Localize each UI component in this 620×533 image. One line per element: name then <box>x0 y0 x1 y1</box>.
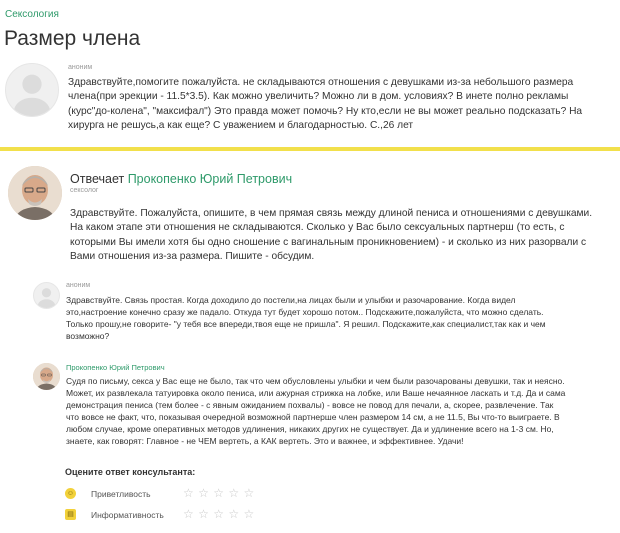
rating-title: Оцените ответ консультанта: <box>65 467 196 477</box>
question-line: (курс"до-колена", "максифал") Это правда может помочь? Ну кто,если не вы может реально подсказать? На <box>68 105 583 117</box>
expert-portrait-icon <box>8 166 62 220</box>
breadcrumb[interactable]: Сексология <box>5 9 59 20</box>
followup-line: Здравствуйте. Связь простая. Когда доходило до постели,на лицах были и улыбки и разочарование. Когда видел <box>66 295 516 305</box>
followup-avatar <box>33 282 60 309</box>
question-line: члена(при эрекции - 11.5*3.5). Как можно увеличить? Можно ли в дом. условиях? В инете полно рекламы <box>68 91 569 103</box>
followup-line: Только прошу,не говорите- "у тебя все впереди,твоя еще не пришла". Я решил. Подскажите,как специалист,так как и чем <box>66 318 546 329</box>
reply-text <box>66 376 565 447</box>
star-icon[interactable]: ☆ <box>198 486 210 500</box>
star-rating[interactable] <box>183 486 255 500</box>
reply-line: Судя по письму, секса у Вас еще не было, так что чем обусловлены улыбки и чем были разочарованы девушки, так и неясно. <box>66 376 565 386</box>
star-icon[interactable]: ☆ <box>228 486 240 500</box>
star-icon[interactable]: ☆ <box>183 507 195 521</box>
star-icon[interactable]: ☆ <box>228 507 240 521</box>
user-silhouette-icon <box>6 64 58 116</box>
star-icon[interactable]: ☆ <box>213 486 225 500</box>
star-icon[interactable]: ☆ <box>243 486 255 500</box>
question-text <box>68 76 582 133</box>
question-line: Здравствуйте,помогите пожалуйста. не складываются отношения с девушками из-за небольшого размера <box>68 77 574 88</box>
rating-label: Информативность <box>91 510 164 520</box>
followup-line: возможно? <box>66 330 110 341</box>
reply-line: любом случае, кроме оперативных методов удлинения, никаких других не существует. Да и удлинение всего на 1-3 см. Но, <box>66 423 554 434</box>
star-icon[interactable]: ☆ <box>243 507 255 521</box>
expert-role: сексолог <box>70 187 99 194</box>
star-icon[interactable]: ☆ <box>198 507 210 521</box>
reply-line: что вовсе не факт, что, показывая очередной возможной партнерше член размером 14 см, а не 11.5, Вы что-то выиграете. В <box>66 411 560 422</box>
reply-line: знаете, как говорят: Главное - не ЧЕМ вертеть, а КАК вертеть. Это и важнее, и эффективнее. Удачи! <box>66 435 464 446</box>
expert-portrait-icon <box>33 363 60 390</box>
star-rating[interactable] <box>183 507 255 521</box>
expert-name-link[interactable]: Прокопенко Юрий Петрович <box>127 172 293 186</box>
star-icon[interactable]: ☆ <box>213 507 225 521</box>
user-silhouette-icon <box>34 283 59 308</box>
reply-line: демонстрация пениса (тем более - с явным ожиданием похвалы) - вовсе не повод для печали, а, скорее, развлечение. Так <box>66 399 554 410</box>
followup-author: аноним <box>66 282 91 289</box>
reply-avatar[interactable] <box>33 363 60 390</box>
answer-line: Вами отношения из-за размера. Пишите - обсудим. <box>70 250 315 262</box>
reply-line: Может, их развлекала татуировка около пениса, или ажурная стрижка на лобке, или Ваше нечаянное ласкать и т.д. Да и сама <box>66 387 566 398</box>
reply-author-link[interactable]: Прокопенко Юрий Петрович <box>66 363 165 372</box>
document-icon: ▤ <box>65 509 76 520</box>
answer-line: которыми Вы имели хотя бы одно сношение с вагинальным проникновением) - и сколько из них разорвали с <box>70 236 587 248</box>
smiley-icon: ☺ <box>66 490 75 497</box>
answer-line: Здравствуйте. Пожалуйста, опишите, в чем прямая связь между длиной пениса и отношениями с девушками. <box>70 208 593 219</box>
page-title: Размер члена <box>4 27 141 50</box>
followup-line: это,настроение конечно сразу же падало. Откуда тут будет хорошо потом.. Подскажите,пожалуйста, что можно сделать. <box>66 306 544 317</box>
star-icon[interactable]: ☆ <box>183 486 195 500</box>
answer-heading <box>70 172 292 186</box>
section-divider <box>0 147 620 151</box>
followup-text <box>66 295 546 343</box>
answer-text <box>70 207 592 264</box>
rating-label: Приветливость <box>91 489 151 499</box>
expert-avatar[interactable] <box>8 166 62 220</box>
answer-line: На каком этапе эти отношения не складываются. Сколько у Вас было сексуальных партнерш (то есть, с <box>70 222 565 234</box>
answer-prefix: Отвечает <box>70 172 128 186</box>
question-avatar <box>5 63 59 117</box>
question-author: аноним <box>68 64 93 71</box>
question-line: хирурга не решусь,а как еще? С уважением и благодарностью. С.,26 лет <box>68 119 414 131</box>
